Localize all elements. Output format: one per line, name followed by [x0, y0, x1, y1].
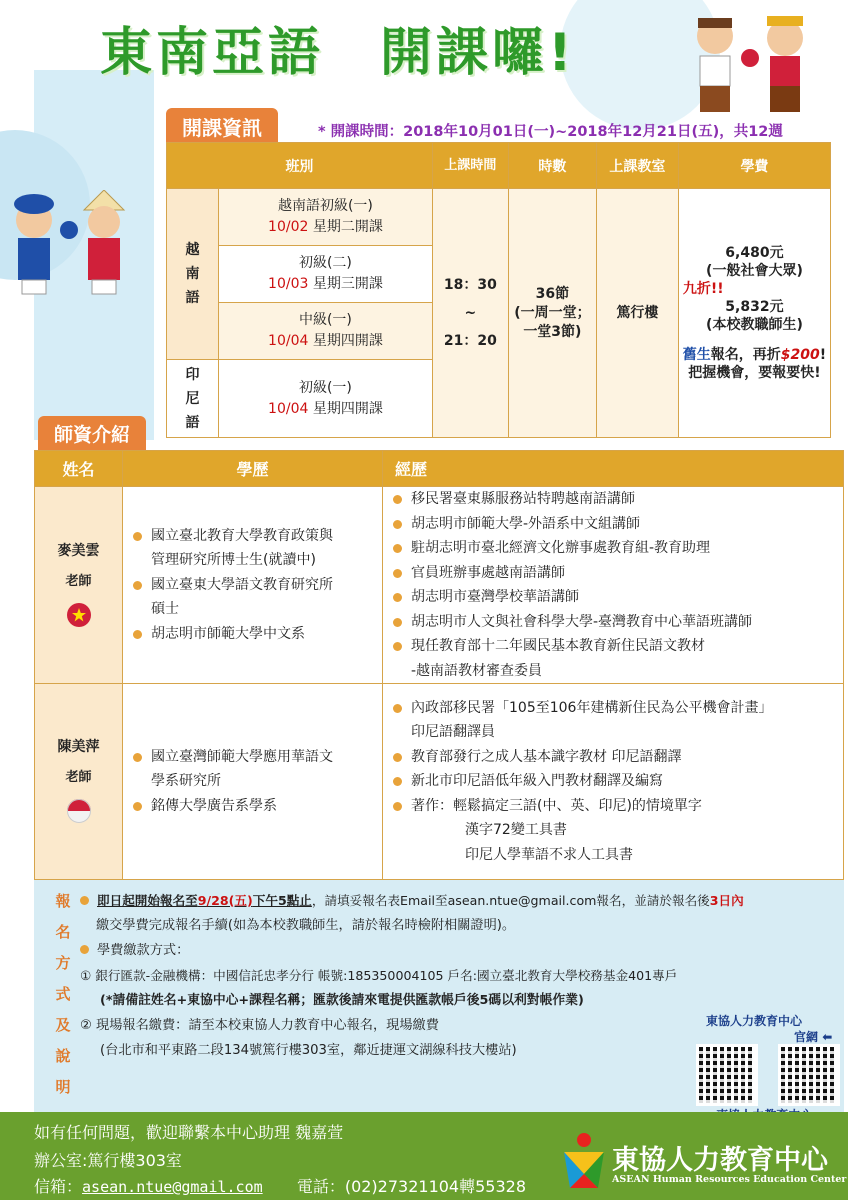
- email-link[interactable]: asean.ntue@gmail.com: [82, 1178, 263, 1196]
- registration-line-2: 繳交學費完成報名手續(如為本校教職師生，請於報名時檢附相關證明)。: [96, 918, 516, 933]
- class-vn-beginner-2: 初級(二) 10/03 星期三開課: [219, 246, 433, 303]
- footer: [0, 1112, 848, 1200]
- qr-website-label-2: 官網 ⬅: [794, 1030, 833, 1044]
- registration-side-title: 報 名 方 式 及 說 明: [55, 892, 71, 1096]
- list-item: 著作：輕鬆搞定三語(中、英、印尼)的情境單字: [393, 794, 835, 819]
- qr-code-fanpage[interactable]: [778, 1044, 840, 1106]
- footer-email-phone: 信箱：asean.ntue@gmail.com 電話：(02)27321104轉55328: [34, 1177, 527, 1196]
- class-id-beginner-1: 初級(一) 10/04 星期四開課: [219, 360, 433, 438]
- list-item: 胡志明市臺灣學校華語講師: [393, 585, 835, 610]
- class-time: 18：30 ~ 21：20: [432, 189, 508, 438]
- list-item: 碩士: [151, 601, 179, 618]
- list-item: 管理研究所博士生(就讀中): [151, 552, 316, 569]
- teacher-info-tag: 師資介紹: [38, 416, 146, 451]
- teacher-experience-2: [383, 684, 844, 880]
- page-title: 東南亞語 開課囉!: [100, 23, 576, 83]
- registration-line-5: (*請備註姓名+東協中心+課程名稱；匯款後請來電提供匯款帳戶後5碼以利對帳作業): [100, 993, 584, 1008]
- list-item: 漢字72變工具書: [465, 822, 567, 839]
- teacher-education-1: [123, 487, 383, 684]
- col-time: 上課時間: [432, 143, 508, 189]
- col-experience: 經歷: [383, 451, 844, 487]
- org-logo-icon: [560, 1130, 608, 1192]
- list-item: 新北市印尼語低年級入門教材翻譯及編寫: [393, 769, 835, 794]
- vietnam-mascots-illustration: [4, 190, 134, 300]
- registration-line-7: (台北市和平東路二段134號篤行樓303室，鄰近捷運文湖線科技大樓站): [100, 1043, 517, 1058]
- registration-line-3: 學費繳款方式：: [80, 938, 848, 963]
- registration-line-4: ① 銀行匯款-金融機構：中國信託忠孝分行 帳號:185350004105 戶名:國立臺北教育大學校務基金401專戶: [80, 968, 678, 983]
- org-name: 東協人力教育中心: [612, 1145, 828, 1176]
- col-fee: 學費: [678, 143, 830, 189]
- vietnam-flag-icon: [67, 603, 91, 627]
- teacher-name-1: 麥美雲 老師: [35, 487, 123, 684]
- list-item: 駐胡志明市臺北經濟文化辦事處教育組-教育助理: [393, 536, 835, 561]
- lang-vietnamese: 越 南 語: [167, 189, 219, 360]
- phone-number: 電話：(02)27321104轉55328: [296, 1177, 527, 1196]
- course-table: [166, 142, 831, 438]
- teacher-education-2: [123, 684, 383, 880]
- list-item: 國立臺東大學語文教育研究所: [133, 573, 374, 598]
- teacher-table: [34, 450, 844, 880]
- list-item: 印尼語翻譯員: [411, 724, 495, 741]
- qr-website-label: 東協人力教育中心: [706, 1014, 803, 1028]
- list-item: 胡志明市師範大學中文系: [133, 622, 374, 647]
- list-item: 國立臺北教育大學教育政策與: [133, 524, 374, 549]
- registration-line-1: 即日起開始報名至9/28(五)下午5點止，請填妥報名表Email至asean.ntue@gmail.com報名，並請於報名後3日內: [80, 888, 848, 913]
- teacher-name-2: 陳美萍 老師: [35, 684, 123, 880]
- list-item: 教育部發行之成人基本識字教材 印尼語翻譯: [393, 745, 835, 770]
- table-row: [35, 487, 844, 684]
- course-info-tag: 開課資訊: [166, 108, 278, 145]
- list-item: 印尼人學華語不求人工具書: [465, 846, 633, 863]
- list-item: 銘傳大學廣告系學系: [133, 794, 374, 819]
- table-row: [167, 189, 831, 246]
- class-fee: 6,480元 (一般社會大眾) 九折!! 5,832元 (本校教職師生) 舊生報名，再折$200! 把握機會，要報要快!: [678, 189, 830, 438]
- col-name: 姓名: [35, 451, 123, 487]
- lang-indonesian: 印 尼 語: [167, 360, 219, 438]
- footer-office: 辦公室:篤行樓303室: [34, 1151, 182, 1170]
- class-vn-beginner-1: 越南語初級(一) 10/02 星期二開課: [219, 189, 433, 246]
- col-class: 班別: [167, 143, 433, 189]
- list-item: 移民署臺東縣服務站特聘越南語講師: [393, 487, 835, 512]
- table-row: [35, 684, 844, 880]
- col-room: 上課教室: [596, 143, 678, 189]
- list-item: 學系研究所: [151, 773, 221, 790]
- list-item: 內政部移民署「105至106年建構新住民為公平機會計畫」: [393, 696, 835, 721]
- qr-code-website[interactable]: [696, 1044, 758, 1106]
- list-item: 官員班辦事處越南語講師: [393, 561, 835, 586]
- footer-contact: 如有任何問題，歡迎聯繫本中心助理 魏嘉萱: [34, 1123, 344, 1142]
- teacher-table-header: [35, 451, 844, 487]
- list-item: 胡志明市師範大學-外語系中文組講師: [393, 512, 835, 537]
- col-hours: 時數: [508, 143, 596, 189]
- registration-body: [80, 888, 848, 1063]
- indonesia-mascots-illustration: [680, 8, 820, 118]
- class-room: 篤行樓: [596, 189, 678, 438]
- course-date-note: * 開課時間：2018年10月01日(一)~2018年12月21日(五)，共12週: [318, 124, 783, 140]
- class-vn-intermediate-1: 中級(一) 10/04 星期四開課: [219, 303, 433, 360]
- list-item: 現任教育部十二年國民基本教育新住民語文教材: [393, 634, 835, 659]
- registration-line-6: ② 現場報名繳費：請至本校東協人力教育中心報名，現場繳費: [80, 1018, 439, 1033]
- teacher-experience-1: [383, 487, 844, 684]
- list-item: -越南語教材審查委員: [411, 662, 543, 679]
- col-education: 學歷: [123, 451, 383, 487]
- list-item: 國立臺灣師範大學應用華語文: [133, 745, 374, 770]
- list-item: 胡志明市人文與社會科學大學-臺灣教育中心華語班講師: [393, 610, 835, 635]
- course-table-header: [167, 143, 831, 189]
- indonesia-flag-icon: [67, 799, 91, 823]
- class-hours: 36節 (一周一堂； 一堂3節): [508, 189, 596, 438]
- org-name-english: ASEAN Human Resources Education Center: [612, 1174, 847, 1185]
